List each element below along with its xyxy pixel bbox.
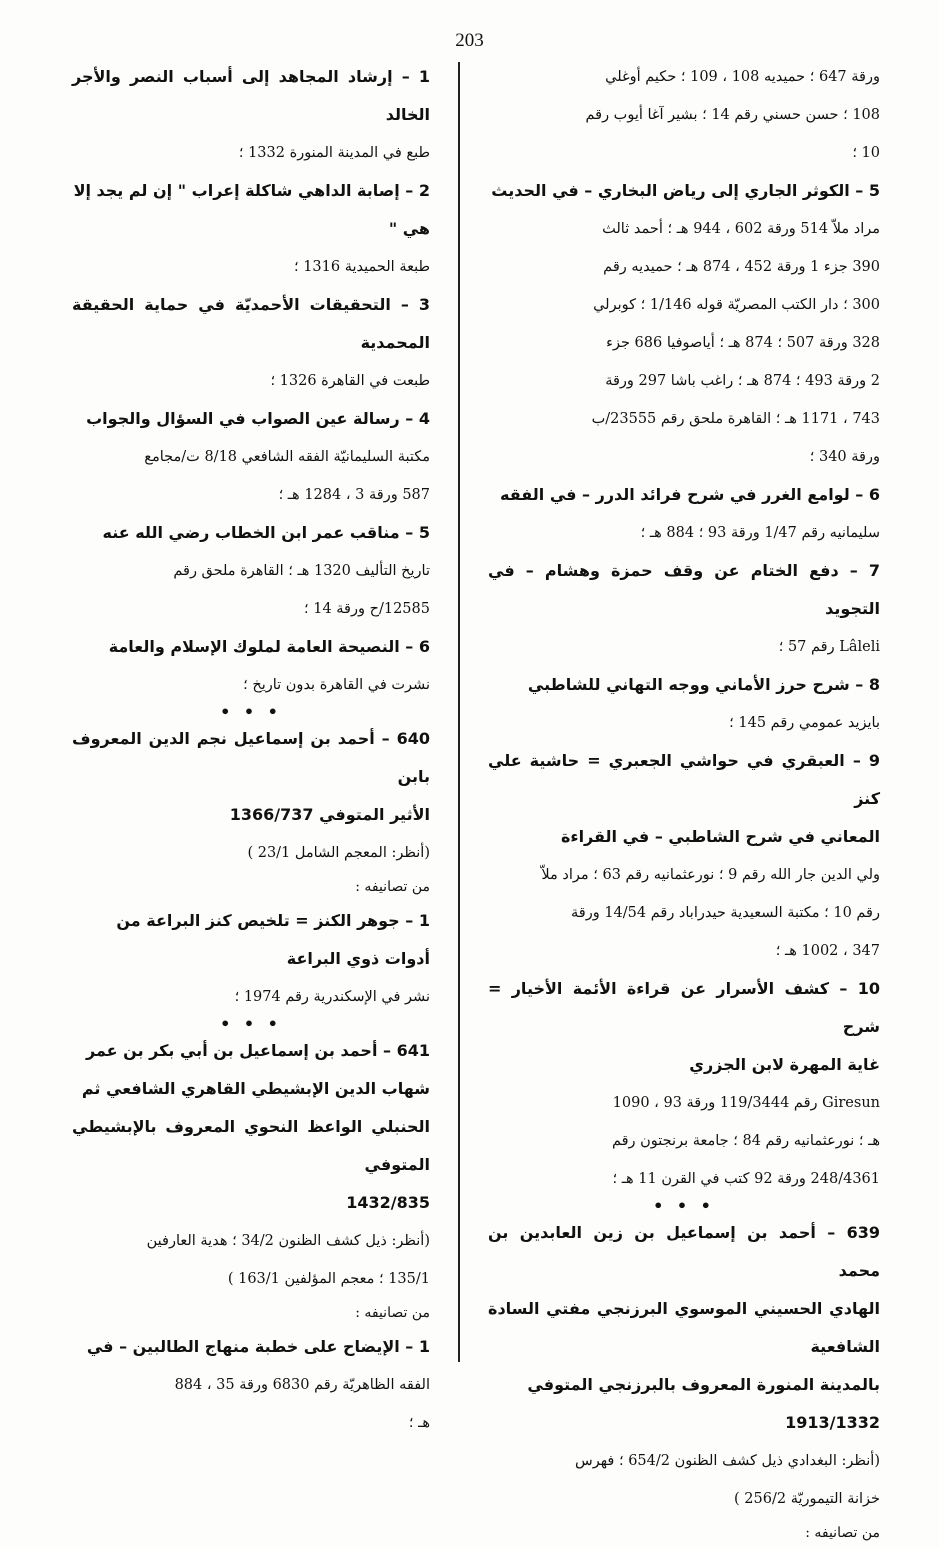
column-divider	[458, 62, 460, 1362]
entry-title-line: غاية المهرة لابن الجزري	[689, 1055, 880, 1074]
entry-detail-line: تاريخ التأليف 1320 هـ ؛ القاهرة ملحق رقم	[173, 563, 430, 579]
entry-detail-line: نشر في الإسكندرية رقم 1974 ؛	[234, 989, 430, 1005]
right-column	[488, 58, 880, 1548]
entry-title-line: 9 – العبقري في حواشي الجعبري = حاشية علي كنز	[488, 751, 880, 808]
entry-title-line: بالمدينة المنورة المعروف بالبرزنجي المتوفي	[527, 1375, 880, 1394]
entry-detail-line: (أنظر: المعجم الشامل 23/1 )	[247, 845, 430, 861]
entry-title-line: 1 – جوهر الكنز = تلخيص كنز البراعة من	[116, 911, 430, 930]
entry-title-line: الأثير المتوفي 1366/737	[229, 805, 430, 824]
entry-detail-line: طبع في المدينة المنورة 1332 ؛	[238, 145, 430, 161]
works-heading: من تصانيفه :	[355, 1305, 430, 1321]
entry-title-line: 3 – التحقيقات الأحمديّة في حماية الحقيقة المحمدية	[72, 295, 430, 352]
entry-detail-line: 135/1 ؛ معجم المؤلفين 163/1 )	[227, 1271, 430, 1287]
works-heading: من تصانيفه :	[805, 1525, 880, 1541]
entry-detail-line: 10 ؛	[852, 145, 880, 161]
entry-title-line: هي "	[388, 219, 430, 238]
entry-title-line: 10 – كشف الأسرار عن قراءة الأئمة الأخيار = شرح	[488, 979, 880, 1036]
entry-separator: • • •	[220, 702, 282, 721]
entry-title-line: 640 – أحمد بن إسماعيل نجم الدين المعروف بابن	[72, 729, 430, 786]
entry-detail-line: 328 ورقة 507 ؛ 874 هـ ؛ أياصوفيا 686 جزء	[606, 335, 880, 351]
entry-title-line: الحنبلي الواعظ النحوي المعروف بالإبشيطي المتوفي	[72, 1117, 430, 1174]
entry-detail-line: طبعة الحميدية 1316 ؛	[293, 259, 430, 275]
entry-title-line: 2 – إصابة الداهي شاكلة إعراب " إن لم يجد إلا	[73, 181, 430, 200]
entry-detail-line: رقم 10 ؛ مكتبة السعيدية حيدراباد رقم 14/54 ورقة	[571, 905, 880, 921]
entry-title-line: 1 – إرشاد المجاهد إلى أسباب النصر والأجر الخالد	[72, 67, 430, 124]
entry-detail-line: بايزيد عمومي رقم 145 ؛	[729, 715, 880, 731]
entry-detail-line: ورقة 340 ؛	[809, 449, 880, 465]
entry-detail-line: ورقة 647 ؛ حميديه 108 ، 109 ؛ حكيم أوغلي	[605, 69, 880, 85]
entry-detail-line: هـ ؛	[408, 1415, 430, 1431]
entry-detail-line: مكتبة السليمانيّة الفقه الشافعي 8/18 ت/مجامع	[144, 449, 430, 465]
left-column	[72, 58, 430, 1442]
entry-title-line: المعاني في شرح الشاطبي – في القراءة	[560, 827, 880, 846]
entry-detail-line: 347 ، 1002 هـ ؛	[775, 943, 880, 959]
entry-separator: • • •	[220, 1014, 282, 1033]
entry-title-line: أدوات ذوي البراعة	[286, 949, 430, 968]
entry-title-line: 5 – الكوثر الجاري إلى رياض البخاري – في الحديث	[491, 181, 880, 200]
entry-title-line: 5 – مناقب عمر ابن الخطاب رضي الله عنه	[102, 523, 430, 542]
entry-title-line: 641 – أحمد بن إسماعيل بن أبي بكر بن عمر	[86, 1041, 430, 1060]
entry-detail-line: 108 ؛ حسن حسني رقم 14 ؛ بشير آغا أيوب رقم	[585, 107, 880, 123]
entry-title-line: 1 – الإيضاح على خطبة منهاج الطالبين – في	[86, 1337, 430, 1356]
entry-title-line: 1913/1332	[785, 1413, 880, 1432]
entry-title-line: 4 – رسالة عين الصواب في السؤال والجواب	[86, 409, 430, 428]
entry-detail-line: 12585/ح ورقة 14 ؛	[304, 601, 430, 617]
entry-detail-line: (أنظر: البغدادي ذيل كشف الظنون 654/2 ؛ فهرس	[575, 1453, 880, 1469]
entry-detail-line: ولي الدين جار الله رقم 9 ؛ نورعثمانيه رقم 63 ؛ مراد ملاّ	[541, 867, 880, 883]
entry-detail-line: 743 ، 1171 هـ ؛ القاهرة ملحق رقم 23555/ب	[591, 411, 880, 427]
entry-title-line: 6 – النصيحة العامة لملوك الإسلام والعامة	[108, 637, 430, 656]
entry-detail-line: طبعت في القاهرة 1326 ؛	[270, 373, 430, 389]
entry-title-line: شهاب الدين الإبشيطي القاهري الشافعي ثم	[81, 1079, 430, 1098]
entry-title-line: 1432/835	[346, 1193, 430, 1212]
page-number: 203	[455, 30, 484, 51]
entry-title-line: الهادي الحسيني الموسوي البرزنجي مفتي السادة الشافعية	[488, 1299, 880, 1356]
entry-detail-line: Giresun رقم 119/3444 ورقة 93 ، 1090	[612, 1095, 880, 1111]
entry-detail-line: سليمانيه رقم 1/47 ورقة 93 ؛ 884 هـ ؛	[640, 525, 880, 541]
entry-title-line: 7 – دفع الختام عن وقف حمزة وهشام – في التجويد	[488, 561, 880, 618]
entry-detail-line: 390 جزء 1 ورقة 452 ، 874 هـ ؛ حميديه رقم	[603, 259, 880, 275]
works-heading: من تصانيفه :	[355, 879, 430, 895]
entry-detail-line: خزانة التيموريّة 256/2 )	[734, 1491, 880, 1507]
entry-title-line: 8 – شرح حرز الأماني ووجه التهاني للشاطبي	[527, 675, 880, 694]
entry-detail-line: 2 ورقة 493 ؛ 874 هـ ؛ راغب باشا 297 ورقة	[605, 373, 880, 389]
entry-detail-line: Lâleli رقم 57 ؛	[778, 639, 880, 655]
entry-detail-line: 587 ورقة 3 ، 1284 هـ ؛	[278, 487, 430, 503]
entry-title-line: 639 – أحمد بن إسماعيل بن زين العابدين بن محمد	[488, 1223, 880, 1280]
entry-detail-line: 248/4361 ورقة 92 كتب في القرن 11 هـ ؛	[612, 1171, 880, 1187]
entry-title-line: 6 – لوامع الغرر في شرح فرائد الدرر – في الفقه	[500, 485, 880, 504]
entry-detail-line: هـ ؛ نورعثمانيه رقم 84 ؛ جامعة برنجتون رقم	[611, 1133, 880, 1149]
entry-detail-line: (أنظر: ذيل كشف الظنون 34/2 ؛ هدية العارفين	[146, 1233, 430, 1249]
entry-detail-line: مراد ملاّ 514 ورقة 602 ، 944 هـ ؛ أحمد ثالث	[602, 221, 880, 237]
entry-detail-line: 300 ؛ دار الكتب المصريّة قوله 1/146 ؛ كوبرلي	[593, 297, 880, 313]
entry-separator: • • •	[653, 1196, 715, 1215]
entry-detail-line: الفقه الظاهريّة رقم 6830 ورقة 35 ، 884	[174, 1377, 430, 1393]
entry-detail-line: نشرت في القاهرة بدون تاريخ ؛	[243, 677, 430, 693]
